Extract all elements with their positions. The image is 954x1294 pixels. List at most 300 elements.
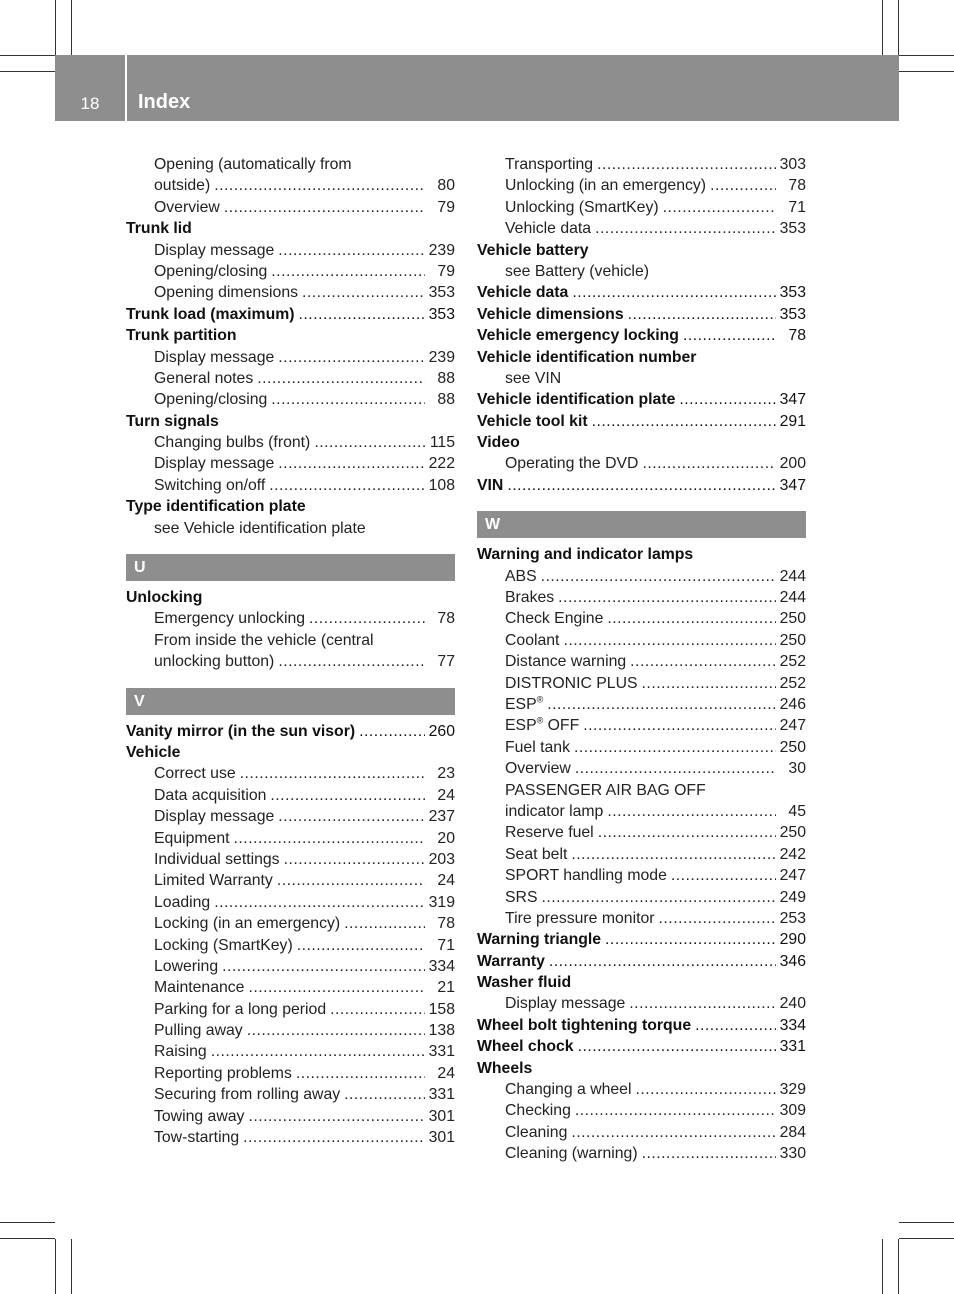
entry-label: Parking for a long period [154,1000,327,1018]
leader-dots [642,673,776,694]
crop-mark [0,1238,55,1239]
leader-dots [243,1127,424,1148]
index-entry [126,218,455,239]
entry-label: Vehicle data [477,284,569,302]
index-subentry [126,154,455,175]
crop-mark [898,1239,899,1294]
index-subentry [477,865,806,886]
page-reference: 88 [437,391,455,409]
entry-label: Display message [505,995,626,1013]
entry-label: indicator lamp [505,802,604,820]
page-reference: 200 [779,455,806,473]
entry-label: Changing bulbs (front) [154,434,311,452]
page-reference: 239 [428,241,455,259]
crop-mark [55,0,56,55]
leader-dots [359,721,425,742]
index-subentry [477,758,806,779]
leader-dots [547,694,775,715]
leader-dots [558,587,775,608]
index-subentry [477,887,806,908]
entry-label: Changing a wheel [505,1081,632,1099]
page-reference: 250 [779,610,806,628]
leader-dots [278,651,425,672]
index-entry [126,721,455,742]
entry-label: Loading [154,893,211,911]
page-reference: 79 [437,262,455,280]
index-subentry [477,630,806,651]
index-subentry [126,197,455,218]
leader-dots [571,1122,775,1143]
index-entry [477,282,806,303]
index-subentry [477,1122,806,1143]
entry-label: VIN [477,476,504,494]
page-reference: 290 [779,931,806,949]
leader-dots [269,475,424,496]
page-reference: 303 [779,156,806,173]
page-reference: 334 [779,1016,806,1034]
page-reference: 331 [428,1043,455,1061]
page-reference: 20 [437,829,455,847]
page-reference: 331 [428,1086,455,1104]
entry-label: Operating the DVD [505,455,639,473]
page-reference: 353 [428,284,455,302]
page-reference: 353 [779,305,806,323]
entry-label: Locking (in an emergency) [154,915,341,933]
entry-label: Display message [154,808,275,826]
index-entry [126,325,455,346]
index-subentry [477,197,806,218]
index-subentry [126,608,455,629]
leader-dots [214,175,425,196]
leader-dots [314,432,425,453]
entry-label: Lowering [154,957,219,975]
index-entry [477,411,806,432]
index-subentry [477,651,806,672]
crop-mark [882,0,883,55]
page-reference: 244 [779,567,806,585]
index-subentry [126,389,455,410]
page-reference: 24 [437,786,455,804]
leader-dots [659,908,776,929]
crop-mark [899,1222,954,1223]
page-reference: 158 [428,1000,455,1018]
entry-label: see VIN [505,369,562,387]
leader-dots [679,389,775,410]
header-divider [125,55,127,121]
leader-dots [628,304,776,325]
index-subentry [126,977,455,998]
leader-dots [630,651,775,672]
leader-dots [271,261,425,282]
leader-dots [296,1063,425,1084]
entry-label: Pulling away [154,1022,243,1040]
section-letter-heading: U [126,554,455,581]
index-subentry [477,801,806,822]
index-subentry [126,828,455,849]
leader-dots [344,913,425,934]
leader-dots [598,822,776,843]
entry-label: Locking (SmartKey) [154,936,293,954]
leader-dots [642,1143,776,1164]
entry-label: Cleaning (warning) [505,1145,638,1163]
page-reference: 250 [779,631,806,649]
page-reference: 78 [788,327,806,345]
leader-dots [330,999,425,1020]
entry-label: SRS [505,888,538,906]
entry-label: Switching on/off [154,476,266,494]
entry-label: Tire pressure monitor [505,909,655,927]
index-subentry [477,608,806,629]
entry-label: Individual settings [154,850,280,868]
entry-label: Fuel tank [505,738,570,756]
leader-dots [575,758,776,779]
index-subentry [477,673,806,694]
index-entry [126,496,455,517]
entry-label: Display message [154,348,275,366]
page-reference: 30 [788,760,806,778]
index-subentry [126,261,455,282]
index-subentry [126,432,455,453]
page-reference: 78 [788,177,806,195]
index-subentry [126,1106,455,1127]
index-subentry [126,1041,455,1062]
leader-dots [605,929,776,950]
entry-label: Opening dimensions [154,284,299,302]
index-subentry [126,175,455,196]
crop-mark [882,1239,883,1294]
entry-label: Vehicle [126,743,181,761]
page-reference: 252 [779,653,806,671]
entry-label: ESP® [505,694,544,713]
leader-dots [297,935,425,956]
entry-label: Securing from rolling away [154,1086,341,1104]
page-reference: 80 [437,177,455,195]
entry-label: Reserve fuel [505,824,594,842]
crop-mark [55,1239,56,1294]
page-reference: 222 [428,455,455,473]
leader-dots [309,608,425,629]
entry-label: Limited Warranty [154,872,273,890]
entry-label: Trunk partition [126,327,237,345]
entry-label: Video [477,434,520,452]
crop-mark [71,1239,72,1294]
entry-label: Unlocking (in an emergency) [505,177,707,195]
index-subentry [477,908,806,929]
page-reference: 347 [779,391,806,409]
entry-label: see Battery (vehicle) [505,262,649,280]
entry-label: From inside the vehicle (central [154,631,374,649]
index-subentry [126,935,455,956]
crop-mark [0,55,55,56]
index-subentry [126,1063,455,1084]
index-subentry [477,566,806,587]
entry-label: Raising [154,1043,207,1061]
page-reference: 250 [779,738,806,756]
page-reference: 240 [779,995,806,1013]
index-entry [477,304,806,325]
entry-label: Vehicle data [505,220,592,238]
page-reference: 138 [428,1022,455,1040]
crop-mark [0,1222,55,1223]
page-reference: 45 [788,802,806,820]
entry-label: Vehicle identification plate [477,391,676,409]
index-entry [477,432,806,453]
page-reference: 239 [428,348,455,366]
leader-dots [211,1041,425,1062]
index-subentry [477,694,806,715]
entry-label: Display message [154,241,275,259]
page-reference: 71 [788,198,806,216]
page-reference: 77 [437,653,455,671]
page-reference: 242 [779,845,806,863]
entry-label: Cleaning [505,1123,568,1141]
entry-label: Turn signals [126,412,219,430]
entry-label: Opening/closing [154,391,268,409]
leader-dots [607,801,776,822]
leader-dots [710,175,776,196]
index-entry [126,587,455,608]
entry-label: Warning triangle [477,931,602,949]
leader-dots [574,737,776,758]
entry-label: Display message [154,455,275,473]
leader-dots [541,887,775,908]
index-subentry [126,630,455,651]
index-entry [477,1058,806,1079]
page-reference: 78 [437,915,455,933]
page-reference: 244 [779,589,806,607]
index-entry [126,742,455,763]
page-reference: 247 [779,867,806,885]
entry-label: outside) [154,177,211,195]
leader-dots [247,1020,425,1041]
entry-label: Correct use [154,765,236,783]
entry-label: Vehicle tool kit [477,412,588,430]
leader-dots [257,368,425,389]
entry-label: Wheel chock [477,1038,574,1056]
index-subentry [126,347,455,368]
leader-dots [595,218,776,239]
page-reference: 203 [428,850,455,868]
index-subentry [477,1079,806,1100]
index-subentry [477,154,806,175]
leader-dots [344,1084,425,1105]
index-entry [477,972,806,993]
leader-dots [271,389,425,410]
entry-label: SPORT handling mode [505,867,667,885]
entry-label: Maintenance [154,979,245,997]
entry-label: ESP® OFF [505,716,580,735]
crop-mark [899,71,954,72]
entry-label: Data acquisition [154,786,267,804]
entry-label: Brakes [505,589,555,607]
entry-label: Check Engine [505,610,604,628]
page-reference: 115 [429,434,455,452]
index-entry [477,475,806,496]
page-reference: 329 [779,1081,806,1099]
entry-label: Vehicle battery [477,241,589,259]
entry-label: Towing away [154,1107,245,1125]
entry-label: Tow-starting [154,1129,240,1147]
entry-label: Checking [505,1102,571,1120]
section-letter-heading: V [126,688,455,715]
entry-label: Vanity mirror (in the sun visor) [126,722,356,740]
leader-dots [248,977,425,998]
leader-dots [278,806,424,827]
entry-label: Vehicle dimensions [477,305,624,323]
page-reference: 347 [779,476,806,494]
index-subentry [126,651,455,672]
page-title: Index [138,91,191,113]
index-subentry [477,368,806,389]
index-subentry [126,892,455,913]
leader-dots [214,892,424,913]
leader-dots [248,1106,424,1127]
page-reference: 253 [779,909,806,927]
page-reference: 353 [428,305,455,323]
leader-dots [642,453,775,474]
leader-dots [284,849,425,870]
registered-mark: ® [536,716,544,727]
index-subentry [477,844,806,865]
index-subentry [126,849,455,870]
leader-dots [563,630,775,651]
leader-dots [278,347,424,368]
leader-dots [571,844,775,865]
entry-label: Wheels [477,1059,533,1077]
leader-dots [240,763,425,784]
leader-dots [270,785,425,806]
page-reference: 301 [428,1129,455,1147]
page-reference: 24 [437,1064,455,1082]
page-reference: 21 [437,979,455,997]
crop-mark [0,71,55,72]
entry-label: Overview [154,198,220,216]
page-reference: 252 [779,674,806,692]
entry-label: see Vehicle identification plate [154,519,366,537]
index-subentry [477,993,806,1014]
entry-label: Warranty [477,952,545,970]
index-subentry [477,453,806,474]
leader-dots [629,993,775,1014]
index-subentry [126,475,455,496]
leader-dots [695,1015,776,1036]
index-entry [477,347,806,368]
page-reference: 260 [428,722,455,740]
index-subentry [126,763,455,784]
index-subentry [126,806,455,827]
page-reference: 346 [779,952,806,970]
entry-label: Vehicle identification number [477,348,697,366]
index-entry [477,1036,806,1057]
leader-dots [541,566,776,587]
index-entry [477,325,806,346]
index-subentry [126,785,455,806]
leader-dots [222,956,425,977]
page-reference: 353 [779,284,806,302]
leader-dots [299,304,425,325]
leader-dots [663,197,776,218]
page-reference: 78 [437,610,455,628]
index-subentry [126,1084,455,1105]
leader-dots [597,154,776,175]
index-subentry [477,1100,806,1121]
entry-label: Trunk load (maximum) [126,305,295,323]
index-subentry [126,518,455,539]
entry-label: Transporting [505,156,594,173]
entry-label: Opening/closing [154,262,268,280]
page-reference: 319 [428,893,455,911]
entry-label: ABS [505,567,537,585]
index-subentry [126,282,455,303]
index-entry [126,411,455,432]
index-subentry [126,870,455,891]
leader-dots [277,870,425,891]
page-reference: 79 [437,198,455,216]
entry-label: Coolant [505,631,560,649]
leader-dots [592,411,776,432]
index-subentry [477,261,806,282]
entry-label: Equipment [154,829,230,847]
entry-label: Overview [505,760,571,778]
page-reference: 309 [779,1102,806,1120]
entry-label: Unlocking (SmartKey) [505,198,659,216]
index-subentry [477,822,806,843]
page-reference: 71 [437,936,455,954]
index-subentry [477,218,806,239]
crop-mark [899,55,954,56]
entry-label: PASSENGER AIR BAG OFF [505,781,706,799]
page-reference: 331 [779,1038,806,1056]
index-entry [477,389,806,410]
index-subentry [126,956,455,977]
page-reference: 237 [428,808,455,826]
index-entry [477,544,806,565]
index-subentry [126,1127,455,1148]
leader-dots [302,282,425,303]
page-reference: 246 [779,695,806,713]
index-entry [477,1015,806,1036]
leader-dots [278,453,424,474]
crop-mark [899,1238,954,1239]
page-reference: 249 [779,888,806,906]
index-entry [477,951,806,972]
entry-label: Warning and indicator lamps [477,546,694,564]
index-subentry [126,913,455,934]
page-reference: 108 [428,476,455,494]
leader-dots [507,475,775,496]
entry-label: Unlocking [126,589,203,607]
entry-label: unlocking button) [154,653,275,671]
leader-dots [578,1036,776,1057]
index-subentry [126,1020,455,1041]
crop-mark [898,0,899,55]
index-column-right [477,154,806,1165]
index-entry [477,240,806,261]
leader-dots [572,282,775,303]
section-letter-heading: W [477,511,806,538]
index-subentry [477,587,806,608]
index-subentry [126,999,455,1020]
entry-label: Reporting problems [154,1064,292,1082]
index-entry [126,304,455,325]
entry-label: Distance warning [505,653,627,671]
entry-label: General notes [154,369,254,387]
page-reference: 330 [779,1145,806,1163]
page-reference: 250 [779,824,806,842]
index-subentry [126,453,455,474]
entry-label: Washer fluid [477,974,572,992]
index-subentry [126,240,455,261]
